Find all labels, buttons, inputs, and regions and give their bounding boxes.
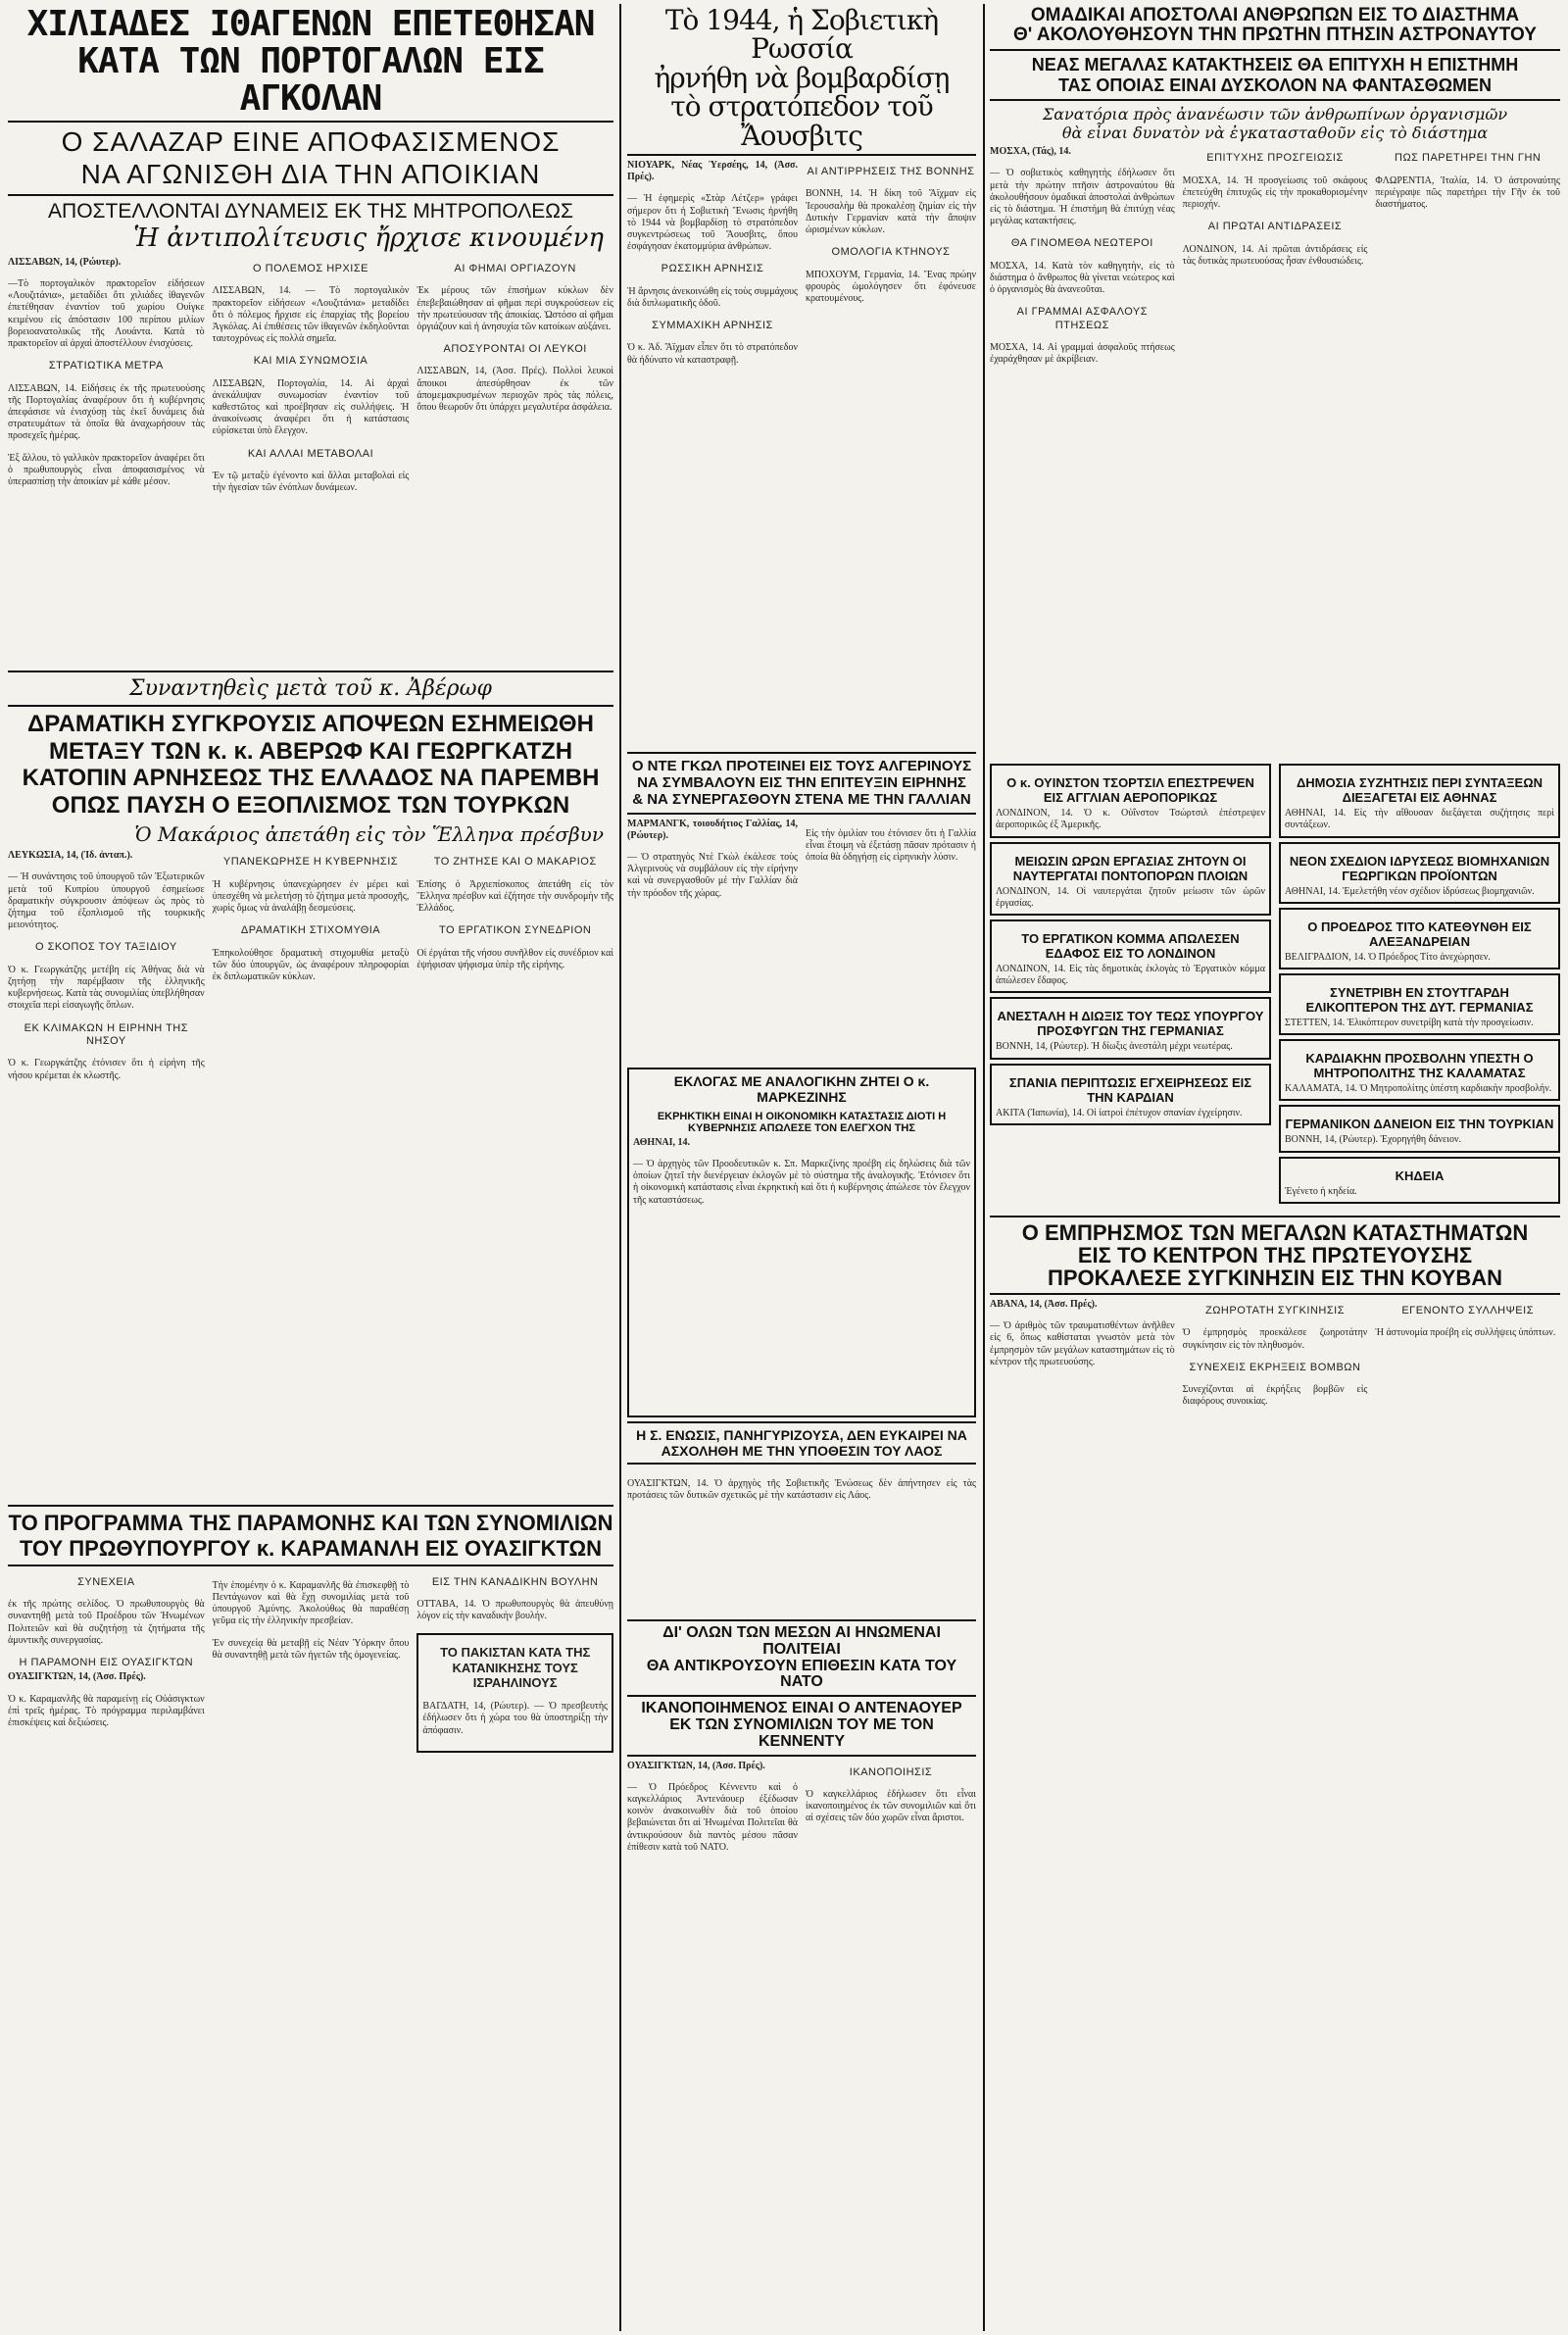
cuba-sub1: ΖΩΗΡΟΤΑΤΗ ΣΥΓΚΙΝΗΣΙΣ (1204, 1305, 1346, 1317)
labour-title: ΤΟ ΕΡΓΑΤΙΚΟΝ ΚΟΜΜΑ ΑΠΩΛΕΣΕΝ ΕΔΑΦΟΣ ΕΙΣ ΤΟ ΛΟΝΔΙΝΟΝ (1021, 931, 1240, 961)
cuba-sub2: ΣΥΝΕΧΕΙΣ ΕΚΡΗΞΕΙΣ ΒΟΜΒΩΝ (1189, 1361, 1361, 1373)
angola-sub4: ΑΙ ΦΗΜΑΙ ΟΡΓΙΑΖΟΥΝ (454, 262, 576, 274)
pensions-title: ΔΗΜΟΣΙΑ ΣΥΖΗΤΗΣΙΣ ΠΕΡΙ ΣΥΝΤΑΞΕΩΝ ΔΙΕΞΑΓΕΤΑΙ ΕΙΣ ΑΘΗΝΑΣ (1296, 775, 1544, 806)
angola-headline-2: ΚΑΤΑ ΤΩΝ ΠΟΡΤΟΓΑΛΩΝ ΕΙΣ ΑΓΚΟΛΑΝ (77, 40, 544, 119)
algeria-body: ΜΑΡΜΑΝΓΚ, τοιουδήτιος Γαλλίας, 14, (Ρώυτερ). — Ὁ στρατηγὸς Ντὲ Γκὼλ ἐκάλεσε τοὺς Ἀλγερινοὺς νὰ συμβάλουν εἰς τὴν εἰρήνην καὶ νὰ συνεργασθοῦν μὲ τὴν Γαλλίαν διὰ τὴν πρόοδον τῆς χώρας. Εἰς τὴν ὁμιλίαν του ἐτόνισεν ὅτι ἡ Γαλλία εἶναι ἕτοιμη νὰ ἐξετάσῃ πᾶσαν πρότασιν ἡ ὁποία θὰ ὁδηγήσῃ εἰς εἰρηνικὴν λύσιν. (627, 818, 976, 899)
loan-box: ΓΕΡΜΑΝΙΚΟΝ ΔΑΝΕΙΟΝ ΕΙΣ ΤΗΝ ΤΟΥΡΚΙΑΝ ΒΟΝΝΗ, 14, (Ρώυτερ). Ἐχορηγήθη δάνειον. (1279, 1105, 1560, 1152)
heart-surgery-title: ΣΠΑΝΙΑ ΠΕΡΙΠΤΩΣΙΣ ΕΓΧΕΙΡΗΣΕΩΣ ΕΙΣ ΤΗΝ ΚΑΡΔΙΑΝ (1008, 1074, 1252, 1105)
funeral-title: ΚΗΔΕΙΑ (1395, 1168, 1445, 1183)
space-sub1: ΘΑ ΓΙΝΟΜΕΘΑ ΝΕΩΤΕΡΟΙ (1010, 237, 1153, 250)
space-italic-2: θὰ εἶναι δυνατὸν νὰ ἐγκατασταθοῦν εἰς τὸ διάστημα (1061, 124, 1489, 143)
tito-title: Ο ΠΡΟΕΔΡΟΣ ΤΙΤΟ ΚΑΤΕΘΥΝΘΗ ΕΙΣ ΑΛΕΞΑΝΔΡΕΙΑΝ (1307, 919, 1532, 949)
oberlander-title: ΑΝΕΣΤΑΛΗ Η ΔΙΩΞΙΣ ΤΟΥ ΤΕΩΣ ΥΠΟΥΡΓΟΥ ΠΡΟΣΦΥΓΩΝ ΤΗΣ ΓΕΡΜΑΝΙΑΣ (997, 1009, 1264, 1039)
cyprus-headline-2: ΜΕΤΑΞΥ ΤΩΝ κ. κ. ΑΒΕΡΩΦ ΚΑΙ ΓΕΩΡΓΚΑΤΖΗ (48, 737, 573, 765)
tito-box: Ο ΠΡΟΕΔΡΟΣ ΤΙΤΟ ΚΑΤΕΘΥΝΘΗ ΕΙΣ ΑΛΕΞΑΝΔΡΕΙΑΝ ΒΕΛΙΓΡΑΔΙΟΝ, 14. Ὁ Πρόεδρος Τίτο ἀνεχώρησεν. (1279, 908, 1560, 969)
churchill-box: Ο κ. ΟΥΙΝΣΤΟΝ ΤΣΟΡΤΣΙΛ ΕΠΕΣΤΡΕΨΕΝ ΕΙΣ ΑΓΓΛΙΑΝ ΑΕΡΟΠΟΡΙΚΩΣ ΛΟΝΔΙΝΟΝ, 14. Ὁ κ. Οὐΐνστον Τσώρτσιλ ἐπέστρεψεν ἀεροπορικῶς ἐξ Ἀμερικῆς. (990, 764, 1271, 837)
space-italic-1: Σανατόρια πρὸς ἀνανέωσιν τῶν ἀνθρωπίνων ὀργανισμῶν (1042, 105, 1508, 124)
cuba-headline-3: ΠΡΟΚΑΛΕΣΕ ΣΥΓΚΙΝΗΣΙΝ ΕΙΣ ΤΗΝ ΚΟΥΒΑΝ (1047, 1265, 1503, 1290)
column-rule-2 (983, 4, 985, 2331)
enosis-headline: Η Σ. ΕΝΩΣΙΣ, ΠΑΝΗΓΥΡΙΖΟΥΣΑ, ΔΕΝ ΕΥΚΑΙΡΕΙ ΝΑ ΑΣΧΟΛΗΘΗ ΜΕ ΤΗΝ ΥΠΟΘΕΣΙΝ ΤΟΥ ΛΑΟΣ (636, 1426, 967, 1459)
soviet-dateline: ΝΙΟΥΑΡΚ, Νέας Ὑερσέης, 14, (Ἀσσ. Πρές). (627, 159, 798, 183)
karamanlis-sub1: Η ΠΑΡΑΜΟΝΗ ΕΙΣ ΟΥΑΣΙΓΚΤΩΝ (19, 1657, 194, 1669)
angola-headline-1: ΧΙΛΙΑΔΕΣ ΙΘΑΓΕΝΩΝ ΕΠΕΤΕΘΗΣΑΝ (26, 4, 595, 44)
cyprus-sub6: ΤΟ ΖΗΤΗΣΕ ΚΑΙ Ο ΜΑΚΑΡΙΟΣ (433, 856, 597, 869)
angola-subhead-1: Ο ΣΑΛΑΖΑΡ ΕΙΝΕ ΑΠΟΦΑΣΙΣΜΕΝΟΣ (61, 126, 561, 158)
oberlander-box: ΑΝΕΣΤΑΛΗ Η ΔΙΩΞΙΣ ΤΟΥ ΤΕΩΣ ΥΠΟΥΡΓΟΥ ΠΡΟΣΦΥΓΩΝ ΤΗΣ ΓΕΡΜΑΝΙΑΣ ΒΟΝΝΗ, 14, (Ρώυτερ). Ἡ δίωξις ἀνεστάλη μέχρι νεωτέρας. (990, 997, 1271, 1059)
karamanlis-dateline: ΟΥΑΣΙΓΚΤΩΝ, 14, (Ἀσσ. Πρές). (8, 1671, 146, 1683)
space-headline-2: Θ' ΑΚΟΛΟΥΘΗΣΟΥΝ ΤΗΝ ΠΡΩΤΗΝ ΠΤΗΣΙΝ ΑΣΤΡΟΝΑΥΤΟΥ (1013, 24, 1537, 45)
karamanlis-box: ΤΟ ΠΑΚΙΣΤΑΝ ΚΑΤΑ ΤΗΣ ΚΑΤΑΝΙΚΗΣΗΣ ΤΟΥΣ ΙΣΡΑΗΛΙΝΟΥΣ ΒΑΓΔΑΤΗ, 14, (Ρώυτερ). — Ὁ πρεσβευτὴς ἐδήλωσεν ὅτι ἡ χώρα του θὰ ὑποστηρίξῃ τὴν ἀπόφασιν. (416, 1633, 613, 1753)
space-subhead-2: ΤΑΣ ΟΠΟΙΑΣ ΕΙΝΑΙ ΔΥΣΚΟΛΟΝ ΝΑ ΦΑΝΤΑΣΘΩΜΕΝ (1057, 75, 1493, 95)
metropolitan-box: ΚΑΡΔΙΑΚΗΝ ΠΡΟΣΒΟΛΗΝ ΥΠΕΣΤΗ Ο ΜΗΤΡΟΠΟΛΙΤΗΣ ΤΗΣ ΚΑΛΑΜΑΤΑΣ ΚΑΛΑΜΑΤΑ, 14. Ὁ Μητροπολίτης ὑπέστη καρδιακὴν προσβολήν. (1279, 1039, 1560, 1101)
middle-column: Τὸ 1944, ἡ Σοβιετικὴ Ρωσσία ἠρνήθη νὰ βομβαρδίσῃ τὸ στρατόπεδον τοῦ Ἄουσβιτς ΝΙΟΥΑΡΚ, Νέας Ὑερσέης, 14, (Ἀσσ. Πρές). — Ἡ ἐφημερὶς «Στὰρ Λέτζερ» γράφει σήμερον ὅτι ἡ Σοβιετικὴ Ἕνωσις ἠρνήθη τὸ 1944 νὰ βομβαρδίσῃ τὸ στρατόπεδον συγκεντρώσεως τοῦ Ἄουσβιτς, ὅπου ἐσφάγησαν ἑκατομμύρια ἀνθρώπων. ΡΩΣΣΙΚΗ ΑΡΝΗΣΙΣ Ἡ ἄρνησις ἀνεκοινώθη εἰς τοὺς συμμάχους διὰ διπλωματικῆς ὁδοῦ. ΣΥΜΜΑΧΙΚΗ ΑΡΝΗΣΙΣ Ὁ κ. Ἀδ. Ἄϊχμαν εἶπεν ὅτι τὸ στρατόπεδον θὰ ἠδύνατο νὰ καταστραφῇ. ΑΙ ΑΝΤΙΡΡΗΣΕΙΣ ΤΗΣ ΒΟΝΝΗΣ ΒΟΝΝΗ, 14. Ἡ δίκη τοῦ Ἄϊχμαν εἰς Ἱερουσαλὴμ θὰ προκαλέσῃ ζημίαν εἰς τὴν Δυτικὴν Γερμανίαν κατὰ τὴν ἄποψιν ὡρισμένων κύκλων. ΟΜΟΛΟΓΙΑ ΚΤΗΝΟΥΣ ΜΠΟΧΟΥΜ, Γερμανία, 14. Ἕνας πρώην φρουρὸς ὡμολόγησεν ὅτι ἐφόνευσε κρατουμένους. Ο ΝΤΕ ΓΚΩΛ ΠΡΟΤΕΙΝΕΙ ΕΙΣ ΤΟΥΣ ΑΛΓΕΡΙΝΟΥΣ ΝΑ ΣΥΜΒΑΛΟΥΝ ΕΙΣ ΤΗΝ ΕΠΙΤΕΥΞΙΝ ΕΙΡΗΝΗΣ & ΝΑ ΣΥΝΕΡΓΑΣΘΟΥΝ ΣΤΕΝΑ ΜΕ ΤΗΝ ΓΑΛΛΙΑΝ ΜΑΡΜΑΝΓΚ, τοιουδήτιος Γαλλίας, 14, (Ρώυτερ). — Ὁ στρατηγὸς Ντὲ Γκὼλ ἐκάλεσε τοὺς Ἀλγερινοὺς νὰ συμβάλουν εἰς τὴν εἰρήνην καὶ νὰ συνεργασθοῦν μὲ τὴν Γαλλίαν διὰ τὴν πρόοδον τῆς χώρας. Εἰς τὴν ὁμιλίαν του ἐτόνισεν ὅτι ἡ Γαλλία εἶναι ἕτοιμη νὰ ἐξετάσῃ πᾶσαν πρότασιν ἡ ὁποία θὰ ὁδηγήσῃ εἰς εἰρηνικὴν λύσιν. ΕΚΛΟΓΑΣ ΜΕ ΑΝΑΛΟΓΙΚΗΝ ΖΗΤΕΙ Ο κ. ΜΑΡΚΕΖΙΝΗΣ ΕΚΡΗΚΤΙΚΗ ΕΙΝΑΙ Η ΟΙΚΟΝΟΜΙΚΗ ΚΑΤΑΣΤΑΣΙΣ ΔΙΟΤΙ Η ΚΥΒΕΡΝΗΣΙΣ ΑΠΩΛΕΣΕ ΤΟΝ ΕΛΕΓΧΟΝ ΤΗΣ ΑΘΗΝΑΙ, 14. — Ὁ ἀρχηγὸς τῶν Προοδευτικῶν κ. Σπ. Μαρκεζίνης προέβη εἰς δηλώσεις διὰ τῶν ὁποίων ζητεῖ τὴν διενέργειαν ἐκλογῶν μὲ τὸ σύστημα τῆς ἀναλογικῆς. Ἐτόνισεν ὅτι ἡ οἰκονομικὴ κατάστασις εἶναι ἐκρηκτικὴ καὶ ὅτι ἡ κυβέρνησις ἀπώλεσε τὸν ἔλεγχον τῆς καταστάσεως. Η Σ. ΕΝΩΣΙΣ, ΠΑΝΗΓΥΡΙΖΟΥΣΑ, ΔΕΝ ΕΥΚΑΙΡΕΙ ΝΑ ΑΣΧΟΛΗΘΗ ΜΕ ΤΗΝ ΥΠΟΘΕΣΙΝ ΤΟΥ ΛΑΟΣ ΟΥΑΣΙΓΚΤΩΝ, 14. Ὁ ἀρχηγὸς τῆς Σοβιετικῆς Ἑνώσεως δὲν ἀπήντησεν εἰς τὰς προτάσεις τῶν δυτικῶν σχετικῶς μὲ τὴν κατάστασιν εἰς Λάος. ΔΙ' ΟΛΩΝ ΤΩΝ ΜΕΣΩΝ ΑΙ ΗΝΩΜΕΝΑΙ ΠΟΛΙΤΕΙΑΙ ΘΑ ΑΝΤΙΚΡΟΥΣΟΥΝ ΕΠΙΘΕΣΙΝ ΚΑΤΑ ΤΟΥ ΝΑΤΟ ΙΚΑΝΟΠΟΙΗΜΕΝΟΣ ΕΙΝΑΙ Ο ΑΝΤΕΝΑΟΥΕΡ ΕΚ ΤΩΝ ΣΥΝΟΜΙΛΙΩΝ ΤΟΥ ΜΕ ΤΟΝ ΚΕΝΝΕΝΤΥ ΟΥΑΣΙΓΚΤΩΝ, 14, (Ἀσσ. Πρές). — Ὁ Πρόεδρος Κέννεντυ καὶ ὁ καγκελλάριος Ἀντενάουερ ἐξέδωσαν κοινὸν ἀνακοινωθὲν διὰ τοῦ ὁποίου βεβαιώνεται ὅτι αἱ Ἡνωμέναι Πολιτεῖαι θὰ ἀντικρούσουν διὰ παντὸς μέσου πᾶσαν ἐπίθεσιν κατὰ τοῦ ΝΑΤΟ. ΙΚΑΝΟΠΟΙΗΣΙΣ Ὁ καγκελλάριος ἐδήλωσεν ὅτι εἶναι ἱκανοποιημένος ἐκ τῶν συνομιλιῶν καὶ ὅτι αἱ σχέσεις τῶν δύο χωρῶν εἶναι ἄριστοι. (627, 0, 976, 2335)
soviet-sub1: ΡΩΣΣΙΚΗ ΑΡΝΗΣΙΣ (661, 263, 764, 275)
cyprus-headline-3: ΚΑΤΟΠΙΝ ΑΡΝΗΣΕΩΣ ΤΗΣ ΕΛΛΑΔΟΣ ΝΑ ΠΑΡΕΜΒΗ (22, 765, 600, 792)
angola-sub3: ΚΑΙ ΜΙΑ ΣΥΝΩΜΟΣΙΑ (253, 355, 368, 368)
cyprus-headline-1: ΔΡΑΜΑΤΙΚΗ ΣΥΓΚΡΟΥΣΙΣ ΑΠΟΨΕΩΝ ΕΣΗΜΕΙΩΘΗ (27, 710, 594, 737)
cuba-headline-2: ΕΙΣ ΤΟ ΚΕΝΤΡΟΝ ΤΗΣ ΠΡΩΤΕΥΟΥΣΗΣ (1077, 1242, 1473, 1267)
cyprus-sub3: ΔΡΑΜΑΤΙΚΗ ΣΤΙΧΟΜΥΘΙΑ (240, 924, 381, 937)
space-sub3: ΕΠΙΤΥΧΗΣ ΠΡΟΣΓΕΙΩΣΙΣ (1206, 152, 1344, 165)
cyprus-dateline: ΛΕΥΚΩΣΙΑ, 14, (Ἰδ. ἀνταπ.). (8, 850, 133, 862)
karamanlis-body: ΣΥΝΕΧΕΙΑ ἐκ τῆς πρώτης σελίδος. Ὁ πρωθυπουργὸς θὰ συναντηθῇ μετὰ τοῦ Προέδρου τῶν Ἡνωμένων Πολιτειῶν καὶ θὰ συζητήσῃ τὰ ζητήματα τῆς ἀμυντικῆς συνεργασίας. Η ΠΑΡΑΜΟΝΗ ΕΙΣ ΟΥΑΣΙΓΚΤΩΝ ΟΥΑΣΙΓΚΤΩΝ, 14, (Ἀσσ. Πρές). Ὁ κ. Καραμανλῆς θὰ παραμείνῃ εἰς Οὐάσιγκτων ἐπὶ τρεῖς ἡμέρας. Τὸ πρόγραμμα περιλαμβάνει ἐπισκέψεις καὶ δεξιώσεις. Τὴν ἑπομένην ὁ κ. Καραμανλῆς θὰ ἐπισκεφθῇ τὸ Πεντάγωνον καὶ θὰ ἔχῃ συνομιλίας μετὰ τοῦ ὑπουργοῦ Ἀμύνης. Ἀκολούθως θὰ παραθέσῃ γεῦμα εἰς τὴν ἑλληνικὴν πρεσβείαν. Ἐν συνεχείᾳ θὰ μεταβῇ εἰς Νέαν Ὑόρκην ὅπου θὰ συναντηθῇ μετὰ τῶν ἡγετῶν τῆς ὁμογενείας. ΕΙΣ ΤΗΝ ΚΑΝΑΔΙΚΗΝ ΒΟΥΛΗΝ ΟΤΤΑΒΑ, 14. Ὁ πρωθυπουργὸς θὰ ἀπευθύνῃ λόγον εἰς τὴν καναδικὴν βουλήν. ΤΟ ΠΑΚΙΣΤΑΝ ΚΑΤΑ ΤΗΣ ΚΑΤΑΝΙΚΗΣΗΣ ΤΟΥΣ ΙΣΡΑΗΛΙΝΟΥΣ ΒΑΓΔΑΤΗ, 14, (Ρώυτερ). — Ὁ πρεσβευτὴς ἐδήλωσεν ὅτι ἡ χώρα του θὰ ὑποστηρίξῃ τὴν ἀπόφασιν. (8, 1570, 613, 2090)
soviet-sub2: ΣΥΜΜΑΧΙΚΗ ΑΡΝΗΣΙΣ (652, 320, 773, 332)
angola-sub6: ΚΑΙ ΑΛΛΑΙ ΜΕΤΑΒΟΛΑΙ (247, 447, 374, 460)
cyprus-body: ΛΕΥΚΩΣΙΑ, 14, (Ἰδ. ἀνταπ.). — Ἡ συνάντησις τοῦ ὑπουργοῦ τῶν Ἐξωτερικῶν μετὰ τοῦ Κυπρίου ὑπουργοῦ ἐσημείωσε δραματικὴν σύγκρουσιν ἀπόψεων ὡς πρὸς τὸ ζήτημα τοῦ ἐξοπλισμοῦ τῆς τουρκικῆς μειονότητος. Ο ΣΚΟΠΟΣ ΤΟΥ ΤΑΞΙΔΙΟΥ Ὁ κ. Γεωργκάτζης μετέβη εἰς Ἀθήνας διὰ νὰ ζητήσῃ τὴν παρέμβασιν τῆς ἑλληνικῆς κυβερνήσεως. Κατὰ τὰς συνομιλίας ὑπεβλήθησαν στοιχεῖα περὶ εἰσαγωγῆς ὅπλων. ΕΚ ΚΛΙΜΑΚΩΝ Η ΕΙΡΗΝΗ ΤΗΣ ΝΗΣΟΥ Ὁ κ. Γεωργκάτζης ἐτόνισεν ὅτι ἡ εἰρήνη τῆς νήσου κρέμεται ἐκ κλωστῆς. ΥΠΑΝΕΚΩΡΗΣΕ Η ΚΥΒΕΡΝΗΣΙΣ Ἡ κυβέρνησις ὑπανεχώρησεν ἐν μέρει καὶ ὑπεσχέθη νὰ μελετήσῃ τὸ ζήτημα μετὰ προσοχῆς, χωρὶς ὅμως νὰ ἀναλάβῃ δεσμεύσεις. ΔΡΑΜΑΤΙΚΗ ΣΤΙΧΟΜΥΘΙΑ Ἐπηκολούθησε δραματικὴ στιχομυθία μεταξὺ τῶν δύο ὑπουργῶν, ὡς ἀναφέρουν πληροφορίαι ἐκ διπλωματικῶν κύκλων. ΤΟ ΖΗΤΗΣΕ ΚΑΙ Ο ΜΑΚΑΡΙΟΣ Ἐπίσης ὁ Ἀρχιεπίσκοπος ἀπετάθη εἰς τὸν Ἕλληνα πρέσβυν καὶ ἐζήτησε τὴν συνδρομὴν τῆς Ἑλλάδος. ΤΟ ΕΡΓΑΤΙΚΟΝ ΣΥΝΕΔΡΙΟΝ Οἱ ἐργάται τῆς νήσου συνῆλθον εἰς συνέδριον καὶ ἐψήφισαν ψήφισμα ὑπὲρ τῆς εἰρήνης. (8, 850, 613, 1081)
angola-dateline: ΛΙΣΣΑΒΩΝ, 14, (Ρώυτερ). (8, 256, 122, 268)
cyprus-sub5: ΤΟ ΕΡΓΑΤΙΚΟΝ ΣΥΝΕΔΡΙΟΝ (438, 924, 592, 937)
angola-subhead-2: ΝΑ ΑΓΩΝΙΣΘΗ ΔΙΑ ΤΗΝ ΑΠΟΙΚΙΑΝ (80, 158, 541, 189)
angola-body: ΛΙΣΣΑΒΩΝ, 14, (Ρώυτερ). —Τὸ πορτογαλικὸν πρακτορεῖον εἰδήσεων «Λουζιτάνια», μεταδίδει ὅτι χιλιάδες ἰθαγενῶν ἐπετέθησαν ἐναντίον τοῦ χωρίου Ουίγκε κειμένου εἰς ἀπόστασιν 100 περίπου μιλίων βορειοανατολικῶς τῆς Λουάντα. Κατὰ τὸ πρακτορεῖον αἱ ἀρχαὶ ἀποστέλλουν ἐνισχύσεις. ΣΤΡΑΤΙΩΤΙΚΑ ΜΕΤΡΑ ΛΙΣΣΑΒΩΝ, 14. Εἰδήσεις ἐκ τῆς πρωτευούσης τῆς Πορτογαλίας ἀναφέρουν ὅτι ἡ κυβέρνησις ἀπεφάσισε νὰ ἐνισχύσῃ τὰς ἐκεῖ δυνάμεις διὰ στρατευμάτων τὰ ὁποῖα θὰ ἀναχωρήσουν τὰς προσεχεῖς ἡμέρας. Ἐξ ἄλλου, τὸ γαλλικὸν πρακτορεῖον ἀναφέρει ὅτι ὁ πρωθυπουργὸς εἶναι ἀποφασισμένος νὰ ὑπερασπίσῃ τὴν ἀποικίαν μὲ κάθε μέσον. Ο ΠΟΛΕΜΟΣ ΗΡΧΙΣΕ ΛΙΣΣΑΒΩΝ, 14. — Τὸ πορτογαλικὸν πρακτορεῖον εἰδήσεων «Λουζιτάνια» μεταδίδει ὅτι ὁ πόλεμος ἤρχισε εἰς ἐπαρχίας τῆς βορείου Ἀγκόλας. Αἱ ἐπιθέσεις τῶν ἰθαγενῶν ἐκδηλοῦνται ταυτοχρόνως εἰς πολλὰ σημεῖα. ΚΑΙ ΜΙΑ ΣΥΝΩΜΟΣΙΑ ΛΙΣΣΑΒΩΝ, Πορτογαλία, 14. Αἱ ἀρχαὶ ἀνεκάλυψαν συνωμοσίαν ἐναντίον τοῦ καθεστῶτος καὶ προέβησαν εἰς συλλήψεις. Ἡ ἀνακοίνωσις ἀναφέρει ὅτι ἡ κατάστασις εὑρίσκεται ὑπὸ ἔλεγχον. ΚΑΙ ΑΛΛΑΙ ΜΕΤΑΒΟΛΑΙ Ἐν τῷ μεταξὺ ἐγένοντο καὶ ἄλλαι μεταβολαὶ εἰς τὴν ἡγεσίαν τῶν ἐνόπλων δυνάμεων. ΑΙ ΦΗΜΑΙ ΟΡΓΙΑΖΟΥΝ Ἐκ μέρους τῶν ἐπισήμων κύκλων δὲν ἐπεβεβαιώθησαν αἱ φῆμαι περὶ συγκρούσεων εἰς τὴν πρωτεύουσαν τῆς ἀποικίας. Ὡστόσο αἱ φῆμαι ὀργιάζουν καὶ ἡ ἀνησυχία τῶν κατοίκων αὐξάνει. ΑΠΟΣΥΡΟΝΤΑΙ ΟΙ ΛΕΥΚΟΙ ΛΙΣΣΑΒΩΝ, 14, (Ἀσσ. Πρές). Πολλοὶ λευκοὶ ἄποικοι ἀπεσύρθησαν ἐκ τῶν ἀπομεμακρυσμένων περιοχῶν πρὸς τὰς πόλεις, ὅπου θεωροῦν ὅτι ὑπάρχει μεγαλυτέρα ἀσφάλεια. (8, 256, 613, 494)
algeria-headline-2: ΝΑ ΣΥΜΒΑΛΟΥΝ ΕΙΣ ΤΗΝ ΕΠΙΤΕΥΞΙΝ ΕΙΡΗΝΗΣ (637, 774, 966, 792)
angola-sub2: Ο ΠΟΛΕΜΟΣ ΗΡΧΙΣΕ (253, 262, 368, 274)
cuba-headline-1: Ο ΕΜΠΡΗΣΜΟΣ ΤΩΝ ΜΕΓΑΛΩΝ ΚΑΤΑΣΤΗΜΑΤΩΝ (1021, 1219, 1529, 1245)
seamen-title: ΜΕΙΩΣΙΝ ΩΡΩΝ ΕΡΓΑΣΙΑΣ ΖΗΤΟΥΝ ΟΙ ΝΑΥΤΕΡΓΑΤΑΙ ΠΟΝΤΟΠΟΡΩΝ ΠΛΟΙΩΝ (1012, 853, 1249, 883)
space-headline-1: ΟΜΑΔΙΚΑΙ ΑΠΟΣΤΟΛΑΙ ΑΝΘΡΩΠΩΝ ΕΙΣ ΤΟ ΔΙΑΣΤΗΜΑ (1030, 5, 1520, 25)
soviet-headline-3: τὸ στρατόπεδον τοῦ Ἄουσβιτς (670, 90, 933, 152)
markezinis-box: ΕΚΛΟΓΑΣ ΜΕ ΑΝΑΛΟΓΙΚΗΝ ΖΗΤΕΙ Ο κ. ΜΑΡΚΕΖΙΝΗΣ ΕΚΡΗΚΤΙΚΗ ΕΙΝΑΙ Η ΟΙΚΟΝΟΜΙΚΗ ΚΑΤΑΣΤΑΣΙΣ ΔΙΟΤΙ Η ΚΥΒΕΡΝΗΣΙΣ ΑΠΩΛΕΣΕ ΤΟΝ ΕΛΕΓΧΟΝ ΤΗΣ ΑΘΗΝΑΙ, 14. — Ὁ ἀρχηγὸς τῶν Προοδευτικῶν κ. Σπ. Μαρκεζίνης προέβη εἰς δηλώσεις διὰ τῶν ὁποίων ζητεῖ τὴν διενέργειαν ἐκλογῶν μὲ τὸ σύστημα τῆς ἀναλογικῆς. Ἐτόνισεν ὅτι ἡ οἰκονομικὴ κατάστασις εἶναι ἐκρηκτικὴ καὶ ὅτι ἡ κυβέρνησις ἀπώλεσε τὸν ἔλεγχον τῆς καταστάσεως. (627, 1068, 976, 1417)
angola-sub5: ΑΠΟΣΥΡΟΝΤΑΙ ΟΙ ΛΕΥΚΟΙ (443, 343, 587, 356)
karamanlis-sub2: ΕΙΣ ΤΗΝ ΚΑΝΑΔΙΚΗΝ ΒΟΥΛΗΝ (431, 1575, 599, 1588)
nato-dateline: ΟΥΑΣΙΓΚΤΩΝ, 14, (Ἀσσ. Πρές). (627, 1760, 765, 1771)
metropolitan-title: ΚΑΡΔΙΑΚΗΝ ΠΡΟΣΒΟΛΗΝ ΥΠΕΣΤΗ Ο ΜΗΤΡΟΠΟΛΙΤΗΣ ΤΗΣ ΚΑΛΑΜΑΤΑΣ (1305, 1051, 1534, 1081)
space-dateline: ΜΟΣΧΑ, (Τάς), 14. (990, 146, 1071, 158)
helicopter-title: ΣΥΝΕΤΡΙΒΗ ΕΝ ΣΤΟΥΤΓΑΡΔΗ ΕΛΙΚΟΠΤΕΡΟΝ ΤΗΣ ΔΥΤ. ΓΕΡΜΑΝΙΑΣ (1305, 985, 1534, 1015)
space-subhead-1: ΝΕΑΣ ΜΕΓΑΛΑΣ ΚΑΤΑΚΤΗΣΕΙΣ ΘΑ ΕΠΙΤΥΧΗ Η ΕΠΙΣΤΗΜΗ (1031, 54, 1519, 75)
karamanlis-box-title: ΤΟ ΠΑΚΙΣΤΑΝ ΚΑΤΑ ΤΗΣ ΚΑΤΑΝΙΚΗΣΗΣ ΤΟΥΣ ΙΣΡΑΗΛΙΝΟΥΣ (440, 1644, 591, 1691)
left-column (8, 0, 613, 2335)
space-sub4: ΑΙ ΠΡΩΤΑΙ ΑΝΤΙΔΡΑΣΕΙΣ (1207, 221, 1343, 233)
nato-body: ΟΥΑΣΙΓΚΤΩΝ, 14, (Ἀσσ. Πρές). — Ὁ Πρόεδρος Κέννεντυ καὶ ὁ καγκελλάριος Ἀντενάουερ ἐξέδωσαν κοινὸν ἀνακοινωθὲν διὰ τοῦ ὁποίου βεβαιώνεται ὅτι αἱ Ἡνωμέναι Πολιτεῖαι θὰ ἀντικρούσουν διὰ παντὸς μέσου πᾶσαν ἐπίθεσιν κατὰ τοῦ ΝΑΤΟ. ΙΚΑΝΟΠΟΙΗΣΙΣ Ὁ καγκελλάριος ἐδήλωσεν ὅτι εἶναι ἱκανοποιημένος ἐκ τῶν συνομιλιῶν καὶ ὅτι αἱ σχέσεις τῶν δύο χωρῶν εἶναι ἄριστοι. (627, 1760, 976, 1853)
nato-headline-1: ΔΙ' ΟΛΩΝ ΤΩΝ ΜΕΣΩΝ ΑΙ ΗΝΩΜΕΝΑΙ ΠΟΛΙΤΕΙΑΙ (662, 1624, 941, 1658)
markezinis-sub: ΕΚΡΗΚΤΙΚΗ ΕΙΝΑΙ Η ΟΙΚΟΝΟΜΙΚΗ ΚΑΤΑΣΤΑΣΙΣ ΔΙΟΤΙ Η ΚΥΒΕΡΝΗΣΙΣ ΑΠΩΛΕΣΕ ΤΟΝ ΕΛΕΓΧΟΝ ΤΗΣ (657, 1110, 947, 1134)
helicopter-box: ΣΥΝΕΤΡΙΒΗ ΕΝ ΣΤΟΥΤΓΑΡΔΗ ΕΛΙΚΟΠΤΕΡΟΝ ΤΗΣ ΔΥΤ. ΓΕΡΜΑΝΙΑΣ ΣΤΕΤΤΕΝ, 14. Ἐλικόπτερον συνετρίβη κατὰ τὴν προσγείωσιν. (1279, 973, 1560, 1035)
angola-sub1: ΣΤΡΑΤΙΩΤΙΚΑ ΜΕΤΡΑ (48, 360, 164, 373)
algeria-headline-1: Ο ΝΤΕ ΓΚΩΛ ΠΡΟΤΕΙΝΕΙ ΕΙΣ ΤΟΥΣ ΑΛΓΕΡΙΝΟΥΣ (631, 757, 972, 774)
space-sub5: ΠΩΣ ΠΑΡΕΤΗΡΕΙ ΤΗΝ ΓΗΝ (1395, 152, 1542, 165)
churchill-title: Ο κ. ΟΥΙΝΣΤΟΝ ΤΣΟΡΤΣΙΛ ΕΠΕΣΤΡΕΨΕΝ ΕΙΣ ΑΓΓΛΙΑΝ ΑΕΡΟΠΟΡΙΚΩΣ (1006, 775, 1254, 806)
space-body: ΜΟΣΧΑ, (Τάς), 14. — Ὁ σοβιετικὸς καθηγητὴς ἐδήλωσεν ὅτι μετὰ τὴν πρώτην πτῆσιν ἀστροναύτου θὰ ἀκολουθήσουν ὁμαδικαὶ ἀποστολαὶ ἀνθρώπων εἰς τὸ διάστημα. Ἡ ἐπιστήμη θὰ ἐπιτύχῃ νέας μεγάλας κατακτήσεις. ΘΑ ΓΙΝΟΜΕΘΑ ΝΕΩΤΕΡΟΙ ΜΟΣΧΑ, 14. Κατὰ τὸν καθηγητὴν, εἰς τὸ διάστημα ὁ ἄνθρωπος θὰ γίνεται νεώτερος καὶ ὁ ὀργανισμὸς θὰ ἀνανεοῦται. ΑΙ ΓΡΑΜΜΑΙ ΑΣΦΑΛΟΥΣ ΠΤΗΣΕΩΣ ΜΟΣΧΑ, 14. Αἱ γραμμαὶ ἀσφαλοῦς πτήσεως ἐχαράχθησαν μὲ ἀκρίβειαν. ΕΠΙΤΥΧΗΣ ΠΡΟΣΓΕΙΩΣΙΣ ΜΟΣΧΑ, 14. Ἡ προσγείωσις τοῦ σκάφους ἐπετεύχθη ἐπιτυχῶς εἰς τὴν προκαθορισμένην περιοχήν. ΑΙ ΠΡΩΤΑΙ ΑΝΤΙΔΡΑΣΕΙΣ ΛΟΝΔΙΝΟΝ, 14. Αἱ πρῶται ἀντιδράσεις εἰς τὰς δυτικὰς πρωτευούσας ἦσαν ἐνθουσιώδεις. ΠΩΣ ΠΑΡΕΤΗΡΕΙ ΤΗΝ ΓΗΝ ΦΛΩΡΕΝΤΙΑ, Ἰταλία, 14. Ὁ ἀστροναύτης περιέγραψε πῶς παρετήρει τὴν Γῆν ἐκ τοῦ διαστήματος. (990, 146, 1560, 366)
space-sub2: ΑΙ ΓΡΑΜΜΑΙ ΑΣΦΑΛΟΥΣ ΠΤΗΣΕΩΣ (1016, 306, 1149, 331)
heart-surgery-box: ΣΠΑΝΙΑ ΠΕΡΙΠΤΩΣΙΣ ΕΓΧΕΙΡΗΣΕΩΣ ΕΙΣ ΤΗΝ ΚΑΡΔΙΑΝ ΑΚΙΤΑ (Ἰαπωνία), 14. Οἱ ἰατροὶ ἐπέτυχον σπανίαν ἐγχείρησιν. (990, 1064, 1271, 1125)
karamanlis-headline-1: ΤΟ ΠΡΟΓΡΑΜΜΑ ΤΗΣ ΠΑΡΑΜΟΝΗΣ ΚΑΙ ΤΩΝ ΣΥΝΟΜΙΛΙΩΝ (8, 1511, 613, 1536)
cuba-sub3: ΕΓΕΝΟΝΤΟ ΣΥΛΛΗΨΕΙΣ (1401, 1305, 1534, 1317)
karamanlis-headline-2: ΤΟΥ ΠΡΩΘΥΠΟΥΡΓΟΥ κ. ΚΑΡΑΜΑΝΛΗ ΕΙΣ ΟΥΑΣΙΓΚΤΩΝ (19, 1535, 603, 1561)
soviet-body: ΝΙΟΥΑΡΚ, Νέας Ὑερσέης, 14, (Ἀσσ. Πρές). — Ἡ ἐφημερὶς «Στὰρ Λέτζερ» γράφει σήμερον ὅτι ἡ Σοβιετικὴ Ἕνωσις ἠρνήθη τὸ 1944 νὰ βομβαρδίσῃ τὸ στρατόπεδον συγκεντρώσεως τοῦ Ἄουσβιτς, ὅπου ἐσφάγησαν ἑκατομμύρια ἀνθρώπων. ΡΩΣΣΙΚΗ ΑΡΝΗΣΙΣ Ἡ ἄρνησις ἀνεκοινώθη εἰς τοὺς συμμάχους διὰ διπλωματικῆς ὁδοῦ. ΣΥΜΜΑΧΙΚΗ ΑΡΝΗΣΙΣ Ὁ κ. Ἀδ. Ἄϊχμαν εἶπεν ὅτι τὸ στρατόπεδον θὰ ἠδύνατο νὰ καταστραφῇ. ΑΙ ΑΝΤΙΡΡΗΣΕΙΣ ΤΗΣ ΒΟΝΝΗΣ ΒΟΝΝΗ, 14. Ἡ δίκη τοῦ Ἄϊχμαν εἰς Ἱερουσαλὴμ θὰ προκαλέσῃ ζημίαν εἰς τὴν Δυτικὴν Γερμανίαν κατὰ τὴν ἄποψιν ὡρισμένων κύκλων. ΟΜΟΛΟΓΙΑ ΚΤΗΝΟΥΣ ΜΠΟΧΟΥΜ, Γερμανία, 14. Ἕνας πρώην φρουρὸς ὡμολόγησεν ὅτι ἐφόνευσε κρατουμένους. (627, 159, 976, 366)
soviet-sub3: ΑΙ ΑΝΤΙΡΡΗΣΕΙΣ ΤΗΣ ΒΟΝΝΗΣ (807, 165, 975, 177)
cyprus-sub2: ΥΠΑΝΕΚΩΡΗΣΕ Η ΚΥΒΕΡΝΗΣΙΣ (222, 856, 399, 869)
soviet-headline-1: Τὸ 1944, ἡ Σοβιετικὴ Ρωσσία (664, 4, 939, 66)
cyprus-sub4: ΕΚ ΚΛΙΜΑΚΩΝ Η ΕΙΡΗΝΗ ΤΗΣ ΝΗΣΟΥ (24, 1021, 189, 1047)
cyprus-headline-4: ΟΠΩΣ ΠΑΥΣΗ Ο ΕΞΟΠΛΙΣΜΟΣ ΤΩΝ ΤΟΥΡΚΩΝ (51, 791, 570, 819)
markezinis-title: ΕΚΛΟΓΑΣ ΜΕ ΑΝΑΛΟΓΙΚΗΝ ΖΗΤΕΙ Ο κ. ΜΑΡΚΕΖΙΝΗΣ (673, 1072, 930, 1105)
column-rule-1 (619, 4, 621, 2331)
cyprus-italic-title: Συναντηθεὶς μετὰ τοῦ κ. Ἀβέρωφ (129, 675, 492, 701)
soviet-headline-2: ἠρνήθη νὰ βομβαρδίσῃ (654, 61, 950, 94)
seamen-box: ΜΕΙΩΣΙΝ ΩΡΩΝ ΕΡΓΑΣΙΑΣ ΖΗΤΟΥΝ ΟΙ ΝΑΥΤΕΡΓΑΤΑΙ ΠΟΝΤΟΠΟΡΩΝ ΠΛΟΙΩΝ ΛΟΝΔΙΝΟΝ, 14. Οἱ ναυτεργάται ζητοῦν μείωσιν τῶν ὡρῶν ἐργασίας. (990, 842, 1271, 916)
cyprus-sub1: Ο ΣΚΟΠΟΣ ΤΟΥ ΤΑΞΙΔΙΟΥ (34, 941, 177, 954)
funeral-box: ΚΗΔΕΙΑ Ἐγένετο ἡ κηδεία. (1279, 1157, 1560, 1204)
nato-headline-4: ΕΚ ΤΩΝ ΣΥΝΟΜΙΛΙΩΝ ΤΟΥ ΜΕ ΤΟΝ ΚΕΝΝΕΝΤΥ (669, 1716, 934, 1750)
nato-headline-3: ΙΚΑΝΟΠΟΙΗΜΕΝΟΣ ΕΙΝΑΙ Ο ΑΝΤΕΝΑΟΥΕΡ (641, 1700, 962, 1717)
right-column (990, 0, 1560, 2335)
nato-sub1: ΙΚΑΝΟΠΟΙΗΣΙΣ (849, 1765, 933, 1778)
nato-headline-2: ΘΑ ΑΝΤΙΚΡΟΥΣΟΥΝ ΕΠΙΘΕΣΙΝ ΚΑΤΑ ΤΟΥ ΝΑΤΟ (646, 1657, 957, 1691)
loan-title: ΓΕΡΜΑΝΙΚΟΝ ΔΑΝΕΙΟΝ ΕΙΣ ΤΗΝ ΤΟΥΡΚΙΑΝ (1285, 1117, 1554, 1132)
cyprus-italic-2: Ὁ Μακάριος ἀπετάθη εἰς τὸν Ἕλληνα πρέσβυν (134, 822, 604, 847)
angola-subhead-3: ΑΠΟΣΤΕΛΛΟΝΤΑΙ ΔΥΝΑΜΕΙΣ ΕΚ ΤΗΣ ΜΗΤΡΟΠΟΛΕΩΣ (48, 199, 573, 223)
labour-box: ΤΟ ΕΡΓΑΤΙΚΟΝ ΚΟΜΜΑ ΑΠΩΛΕΣΕΝ ΕΔΑΦΟΣ ΕΙΣ ΤΟ ΛΟΝΔΙΝΟΝ ΛΟΝΔΙΝΟΝ, 14. Εἰς τὰς δημοτικὰς ἐκλογὰς τὸ Ἐργατικὸν κόμμα ἀπώλεσεν ἔδαφος. (990, 919, 1271, 993)
algeria-dateline: ΜΑΡΜΑΝΓΚ, τοιουδήτιος Γαλλίας, 14, (Ρώυτερ). (627, 818, 798, 841)
markezinis-dateline: ΑΘΗΝΑΙ, 14. (633, 1136, 691, 1148)
soviet-sub4: ΟΜΟΛΟΓΙΑ ΚΤΗΝΟΥΣ (831, 246, 951, 259)
industries-title: ΝΕΟΝ ΣΧΕΔΙΟΝ ΙΔΡΥΣΕΩΣ ΒΙΟΜΗΧΑΝΙΩΝ ΓΕΩΡΓΙΚΩΝ ΠΡΟΪΟΝΤΩΝ (1289, 853, 1550, 883)
industries-box: ΝΕΟΝ ΣΧΕΔΙΟΝ ΙΔΡΥΣΕΩΣ ΒΙΟΜΗΧΑΝΙΩΝ ΓΕΩΡΓΙΚΩΝ ΠΡΟΪΟΝΤΩΝ ΑΘΗΝΑΙ, 14. Ἐμελετήθη νέον σχέδιον ἱδρύσεως βιομηχανιῶν. (1279, 842, 1560, 904)
pensions-box: ΔΗΜΟΣΙΑ ΣΥΖΗΤΗΣΙΣ ΠΕΡΙ ΣΥΝΤΑΞΕΩΝ ΔΙΕΞΑΓΕΤΑΙ ΕΙΣ ΑΘΗΝΑΣ ΑΘΗΝΑΙ, 14. Εἰς τὴν αἴθουσαν διεξάγεται συζήτησις περὶ συντάξεων. (1279, 764, 1560, 837)
right-briefs (990, 760, 1560, 1208)
cuba-body: ΑΒΑΝΑ, 14, (Ἀσσ. Πρές). — Ὁ ἀριθμὸς τῶν τραυματισθέντων ἀνῆλθεν εἰς 6, ὅπως καθίσταται γνωστὸν μετὰ τὸν ἐμπρησμὸν τῶν μεγάλων καταστημάτων εἰς τὸ κέντρον τῆς πρωτευούσης. ΖΩΗΡΟΤΑΤΗ ΣΥΓΚΙΝΗΣΙΣ Ὁ ἐμπρησμὸς προεκάλεσε ζωηροτάτην συγκίνησιν εἰς τὸν πληθυσμόν. ΣΥΝΕΧΕΙΣ ΕΚΡΗΞΕΙΣ ΒΟΜΒΩΝ Συνεχίζονται αἱ ἐκρήξεις βομβῶν εἰς διαφόρους συνοικίας. ΕΓΕΝΟΝΤΟ ΣΥΛΛΗΨΕΙΣ Ἡ ἀστυνομία προέβη εἰς συλλήψεις ὑπόπτων. (990, 1299, 1560, 1622)
karamanlis-continued: ΣΥΝΕΧΕΙΑ (77, 1575, 135, 1588)
algeria-headline-3: & ΝΑ ΣΥΝΕΡΓΑΣΘΟΥΝ ΣΤΕΝΑ ΜΕ ΤΗΝ ΓΑΛΛΙΑΝ (632, 791, 971, 809)
cuba-dateline: ΑΒΑΝΑ, 14, (Ἀσσ. Πρές). (990, 1299, 1098, 1311)
angola-italic: Ἡ ἀντιπολίτευσις ἤρχισε κινουμένη (133, 223, 604, 253)
